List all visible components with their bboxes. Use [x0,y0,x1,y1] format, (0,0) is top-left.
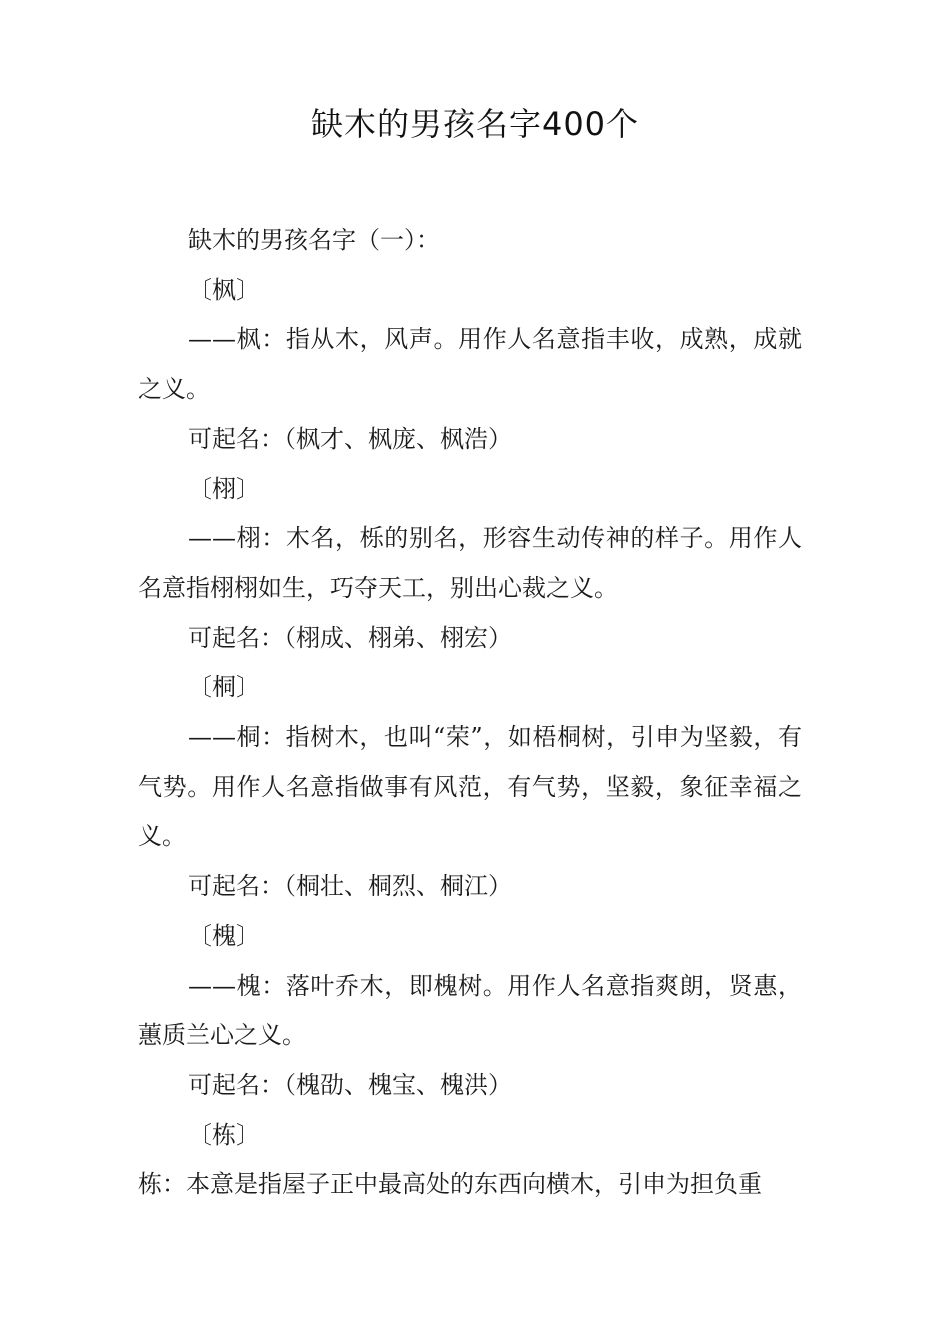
paragraph-character-heading: 〔栋〕 [188,1120,260,1149]
paragraph-character-meaning: ——枫：指从木，风声。用作人名意指丰收，成熟，成就之义。 [138,325,802,404]
paragraph-name-suggestions: 可起名：（桐壮、桐烈、桐江） [188,872,512,901]
paragraph-name-suggestions: 可起名：（槐劭、槐宝、槐洪） [188,1070,512,1099]
paragraph-section-heading: 缺木的男孩名字（一）： [188,226,440,254]
paragraph-character-heading: 〔槐〕 [188,921,260,950]
document-title: 缺木的男孩名字400个 [310,105,640,143]
paragraph-character-heading: 〔桐〕 [188,673,260,702]
paragraph-character-heading: 〔枫〕 [188,275,260,304]
paragraph-character-heading: 〔栩〕 [188,474,260,503]
document-body [138,216,802,1210]
paragraph-name-suggestions: 可起名：（栩成、栩弟、栩宏） [188,623,512,652]
paragraph-character-meaning: 栋：本意是指屋子正中最高处的东西向横木，引申为担负重 [138,1170,762,1199]
paragraph-character-meaning: ——栩：木名，栎的别名，形容生动传神的样子。用作人名意指栩栩如生，巧夺天工，别出心裁之义。 [138,524,802,602]
paragraph-character-meaning: ——桐：指树木，也叫“荣”，如梧桐树，引申为坚毅，有气势。用作人名意指做事有风范，有气势，坚毅，象征幸福之义。 [138,723,802,851]
paragraph-name-suggestions: 可起名：（枫才、枫庞、枫浩） [188,424,512,453]
paragraph-character-meaning: ——槐：落叶乔木，即槐树。用作人名意指爽朗，贤惠，蕙质兰心之义。 [138,971,802,1050]
